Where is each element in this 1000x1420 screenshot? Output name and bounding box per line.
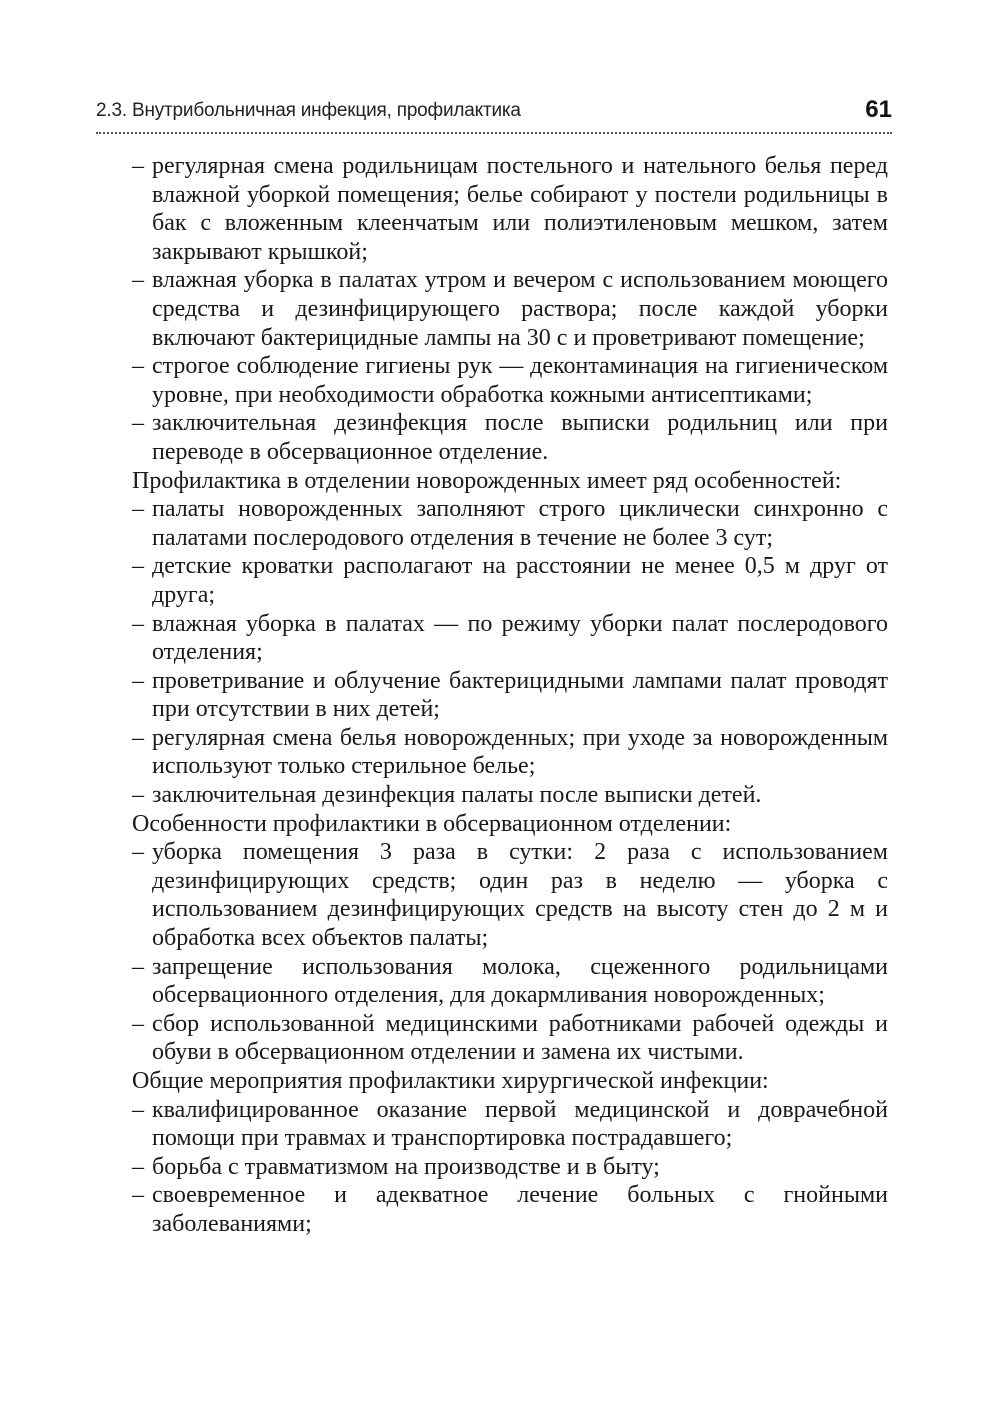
list-item-text: детские кроватки располагают на расстоянии не менее 0,5 м друг от друга; xyxy=(152,553,888,608)
list-item-text: заключительная дезинфекция палаты после выписки детей. xyxy=(152,782,762,809)
list-dash: – xyxy=(132,839,144,866)
list-dash: – xyxy=(132,782,144,809)
list-item-text: заключительная дезинфекция после выписки родильниц или при переводе в обсервационное отделение. xyxy=(152,410,888,465)
list-item xyxy=(132,1181,888,1238)
list-item xyxy=(132,667,888,724)
list-item xyxy=(132,409,888,466)
list-item xyxy=(132,1010,888,1067)
list-item-text: строгое соблюдение гигиены рук — деконтаминация на гигиеническом уровне, при необходимости обработка кожными антисептиками; xyxy=(152,353,888,408)
list-item xyxy=(132,266,888,352)
list-dash: – xyxy=(132,1010,144,1037)
list-item xyxy=(132,953,888,1010)
paragraph-surgical-intro: Общие мероприятия профилактики хирургической инфекции: xyxy=(132,1068,769,1094)
list-item-text: регулярная смена белья новорожденных; при уходе за новорожденным используют только стерильное белье; xyxy=(152,724,888,780)
list-item-text: борьба с травматизмом на производстве и в быту; xyxy=(152,1153,660,1180)
header-dotted-rule xyxy=(96,132,892,134)
list-item-text: палаты новорожденных заполняют строго циклически синхронно с палатами послеродового отделения в течение не более 3 сут; xyxy=(152,496,888,551)
list-item-text: проветривание и облучение бактерицидными лампами палат проводят при отсутствии в них детей; xyxy=(152,667,888,723)
list-dash: – xyxy=(132,410,144,437)
list-item xyxy=(132,152,888,266)
list-item-text: запрещение использования молока, сцеженного родильницами обсервационного отделения, для докармливания новорожденных; xyxy=(152,953,888,1009)
list-item xyxy=(132,352,888,409)
list-dash: – xyxy=(132,1096,144,1123)
list-item-text: регулярная смена родильницам постельного и нательного белья перед влажной уборкой помещения; белье собирают у постели родильницы в бак с вложенным клеенчатым или полиэтиленовым мешком, затем закрывают крышкой; xyxy=(152,153,888,265)
list-dash: – xyxy=(132,1153,144,1180)
list-item-text: влажная уборка в палатах утром и вечером с использованием моющего средства и дезинфицирующего раствора; после каждой уборки включают бактерицидные лампы на 30 с и проветривают помещение; xyxy=(152,267,888,351)
list-dash: – xyxy=(132,267,144,294)
list-dash: – xyxy=(132,610,144,637)
list-dash: – xyxy=(132,953,144,980)
list-dash: – xyxy=(132,1182,144,1209)
paragraph-observation-intro: Особенности профилактики в обсервационном отделении: xyxy=(132,810,732,837)
list-item-text: сбор использованной медицинскими работниками рабочей одежды и обуви в обсервационном отделении и замена их чистыми. xyxy=(152,1010,888,1066)
list-dash: – xyxy=(132,724,144,751)
list-item xyxy=(132,552,888,609)
page-number: 61 xyxy=(865,96,892,123)
list-dash: – xyxy=(132,496,144,523)
running-header xyxy=(96,96,892,128)
section-title: 2.3. Внутрибольничная инфекция, профилактика xyxy=(96,100,521,121)
list-item-text: влажная уборка в палатах — по режиму уборки палат послеродового отделения; xyxy=(152,610,888,666)
list-item xyxy=(132,1096,888,1153)
list-dash: – xyxy=(132,353,144,380)
list-item-text: своевременное и адекватное лечение больных с гнойными заболеваниями; xyxy=(152,1182,888,1237)
body-text xyxy=(132,152,888,1239)
paragraph-newborn-intro: Профилактика в отделении новорожденных имеет ряд особенностей: xyxy=(132,467,842,494)
list-item xyxy=(132,610,888,667)
list-item xyxy=(132,724,888,781)
list-item xyxy=(132,838,888,952)
list-item xyxy=(132,781,888,810)
list-item-text: уборка помещения 3 раза в сутки: 2 раза с использованием дезинфицирующих средств; один раз в неделю — уборка с использованием дезинфицирующих средств на высоту стен до 2 м и обработка всех объектов палаты; xyxy=(152,839,888,952)
list-dash: – xyxy=(132,667,144,694)
list-item xyxy=(132,1153,888,1182)
list-dash: – xyxy=(132,553,144,580)
list-dash: – xyxy=(132,153,144,179)
list-item xyxy=(132,495,888,552)
list-item-text: квалифицированное оказание первой медицинской и доврачебной помощи при травмах и транспортировка пострадавшего; xyxy=(152,1096,888,1152)
